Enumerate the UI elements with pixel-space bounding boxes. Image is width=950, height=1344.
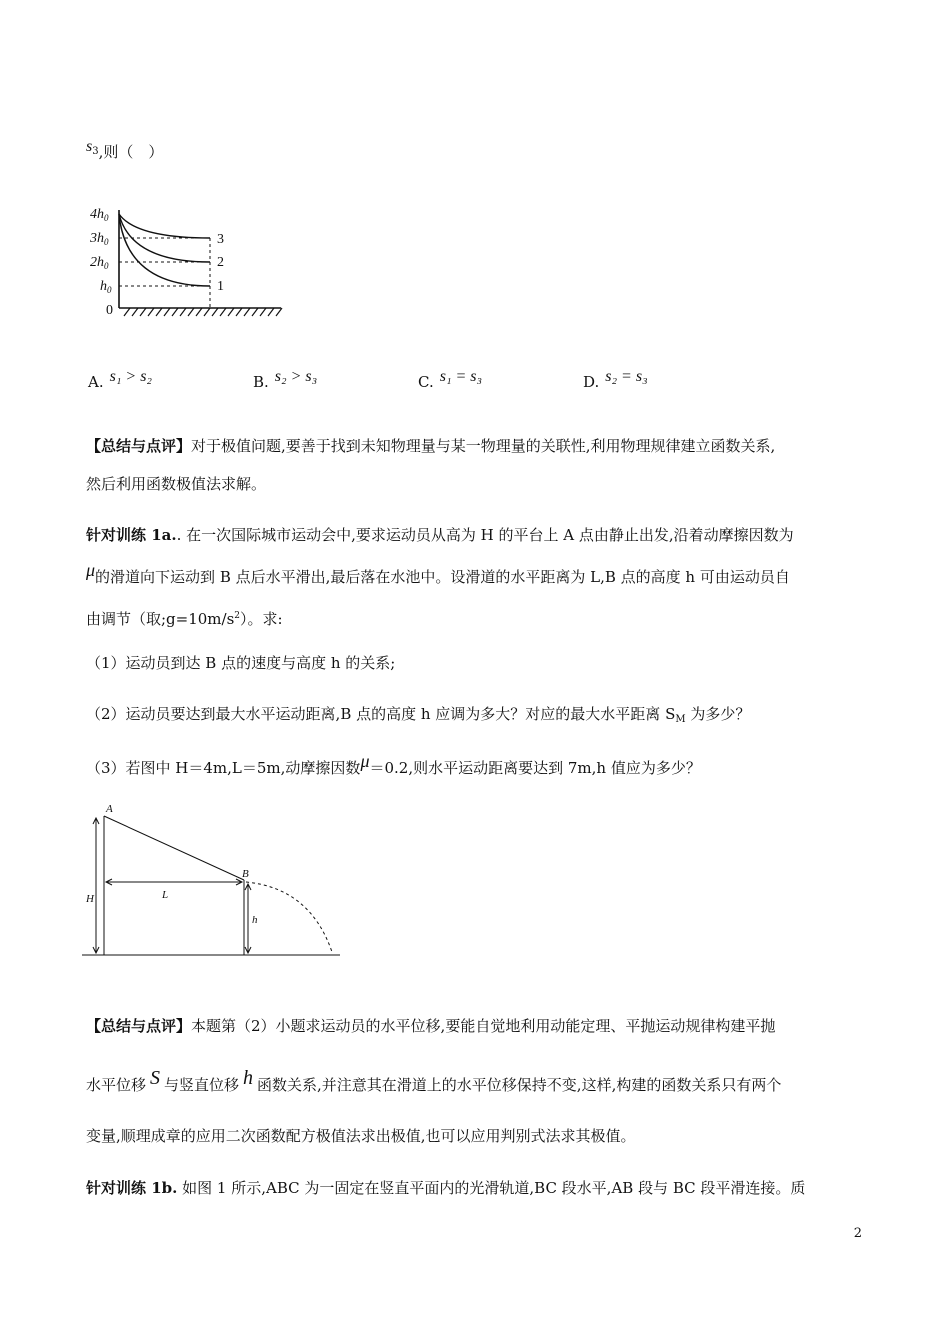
ex1b-line1: 针对训练 1b. 如图 1 所示,ABC 为一固定在竖直平面内的光滑轨道,BC 段水平,AB 段与 BC 段平滑连接。质 [86, 1179, 806, 1197]
label-L: L [162, 889, 169, 901]
option-d-letter: D. [583, 373, 600, 391]
ylabel-h0: $h_0$ [100, 279, 112, 295]
page-number: 2 [853, 1226, 862, 1241]
ylabel-zero: 0 [106, 303, 113, 318]
label-A: A [106, 803, 113, 815]
ex1a-line3: 由调节（取$;g=10m/s^2$）。求: [86, 610, 283, 628]
slide-track [104, 816, 244, 880]
summary1-line2: 然后利用函数极值法求解。 [86, 475, 267, 493]
curve-3 [119, 214, 210, 238]
var-s: s [86, 138, 93, 155]
slide-diagram [82, 800, 352, 960]
ex1a-question3: （3）若图中 H＝4m,L＝5m,动摩擦因数μ＝0.2,则水平运动距离要达到 7m,h 值应为多少？ [86, 751, 701, 777]
summary2-line1: 【总结与点评】本题第（2）小题求运动员的水平位移,要能自觉地利用动能定理、平抛运动规律构建平抛 [86, 1017, 776, 1035]
summary2-line3: 变量,顺理成章的应用二次函数配方极值法求出极值,也可以应用判别式法求其极值。 [86, 1127, 636, 1145]
curve-label-2: 2 [217, 255, 224, 270]
option-c-letter: C. [418, 373, 434, 391]
projectile-trajectory [246, 882, 332, 952]
label-B: B [242, 868, 249, 880]
label-H: H [86, 893, 94, 905]
option-c-expr: s₁ = s₃ [439, 368, 483, 385]
ex1a-question1: （1）运动员到达 B 点的速度与高度 h 的关系; [86, 654, 396, 672]
ylabel-2h0: $2h_0$ [90, 255, 109, 271]
ground-hatching [124, 308, 282, 316]
option-b-expr: s₂ > s₃ [274, 368, 318, 385]
ex1a-question2: （2）运动员要达到最大水平运动距离,B 点的高度 h 应调为多大？对应的最大水平距离 $S_M$ 为多少？ [86, 705, 751, 725]
option-a[interactable] [88, 370, 152, 395]
summary1-head: 【总结与点评】 [86, 437, 192, 455]
summary2-head: 【总结与点评】 [86, 1017, 192, 1035]
ex1a-line1: 针对训练 1a.. 在一次国际城市运动会中,要求运动员从高为 H 的平台上 A 点由静止出发,沿着动摩擦因数为 [86, 526, 794, 544]
curve-label-1: 1 [217, 279, 224, 294]
ylabel-3h0: $3h_0$ [90, 231, 109, 247]
option-b-letter: B. [253, 373, 269, 391]
option-a-letter: A. [88, 373, 104, 391]
option-b[interactable] [253, 370, 317, 395]
curve-label-3: 3 [217, 232, 224, 247]
var-h: h [243, 1067, 254, 1089]
ex1a-head: 针对训练 1a. [86, 526, 177, 544]
option-c[interactable] [418, 370, 482, 395]
ex1b-head: 针对训练 1b. [86, 1179, 178, 1197]
summary2-line2: 水平位移 S 与竖直位移 h 函数关系,并注意其在滑道上的水平位移保持不变,这样,构建的函数关系只有两个 [86, 1067, 782, 1094]
ex1a-line2: μ的滑道向下运动到 B 点后水平滑出,最后落在水池中。设滑道的水平距离为 L,B 点的高度 h 可由运动员自 [86, 560, 790, 586]
ylabel-4h0: $4h_0$ [90, 207, 109, 223]
height-curves-figure [86, 200, 286, 320]
summary1-line1: 【总结与点评】对于极值问题,要善于找到未知物理量与某一物理量的关联性,利用物理规律建立函数关系, [86, 437, 776, 455]
label-h: h [252, 914, 258, 926]
var-s-sub: 3 [92, 146, 99, 157]
option-d[interactable] [583, 370, 648, 395]
var-S: S [150, 1067, 161, 1089]
question-stem-end [86, 140, 864, 170]
option-a-expr: s₁ > s₂ [109, 368, 152, 385]
stem-text: ,则（ ） [98, 143, 164, 161]
option-d-expr: s₂ = s₃ [605, 368, 648, 385]
mu-symbol: μ [86, 560, 96, 580]
